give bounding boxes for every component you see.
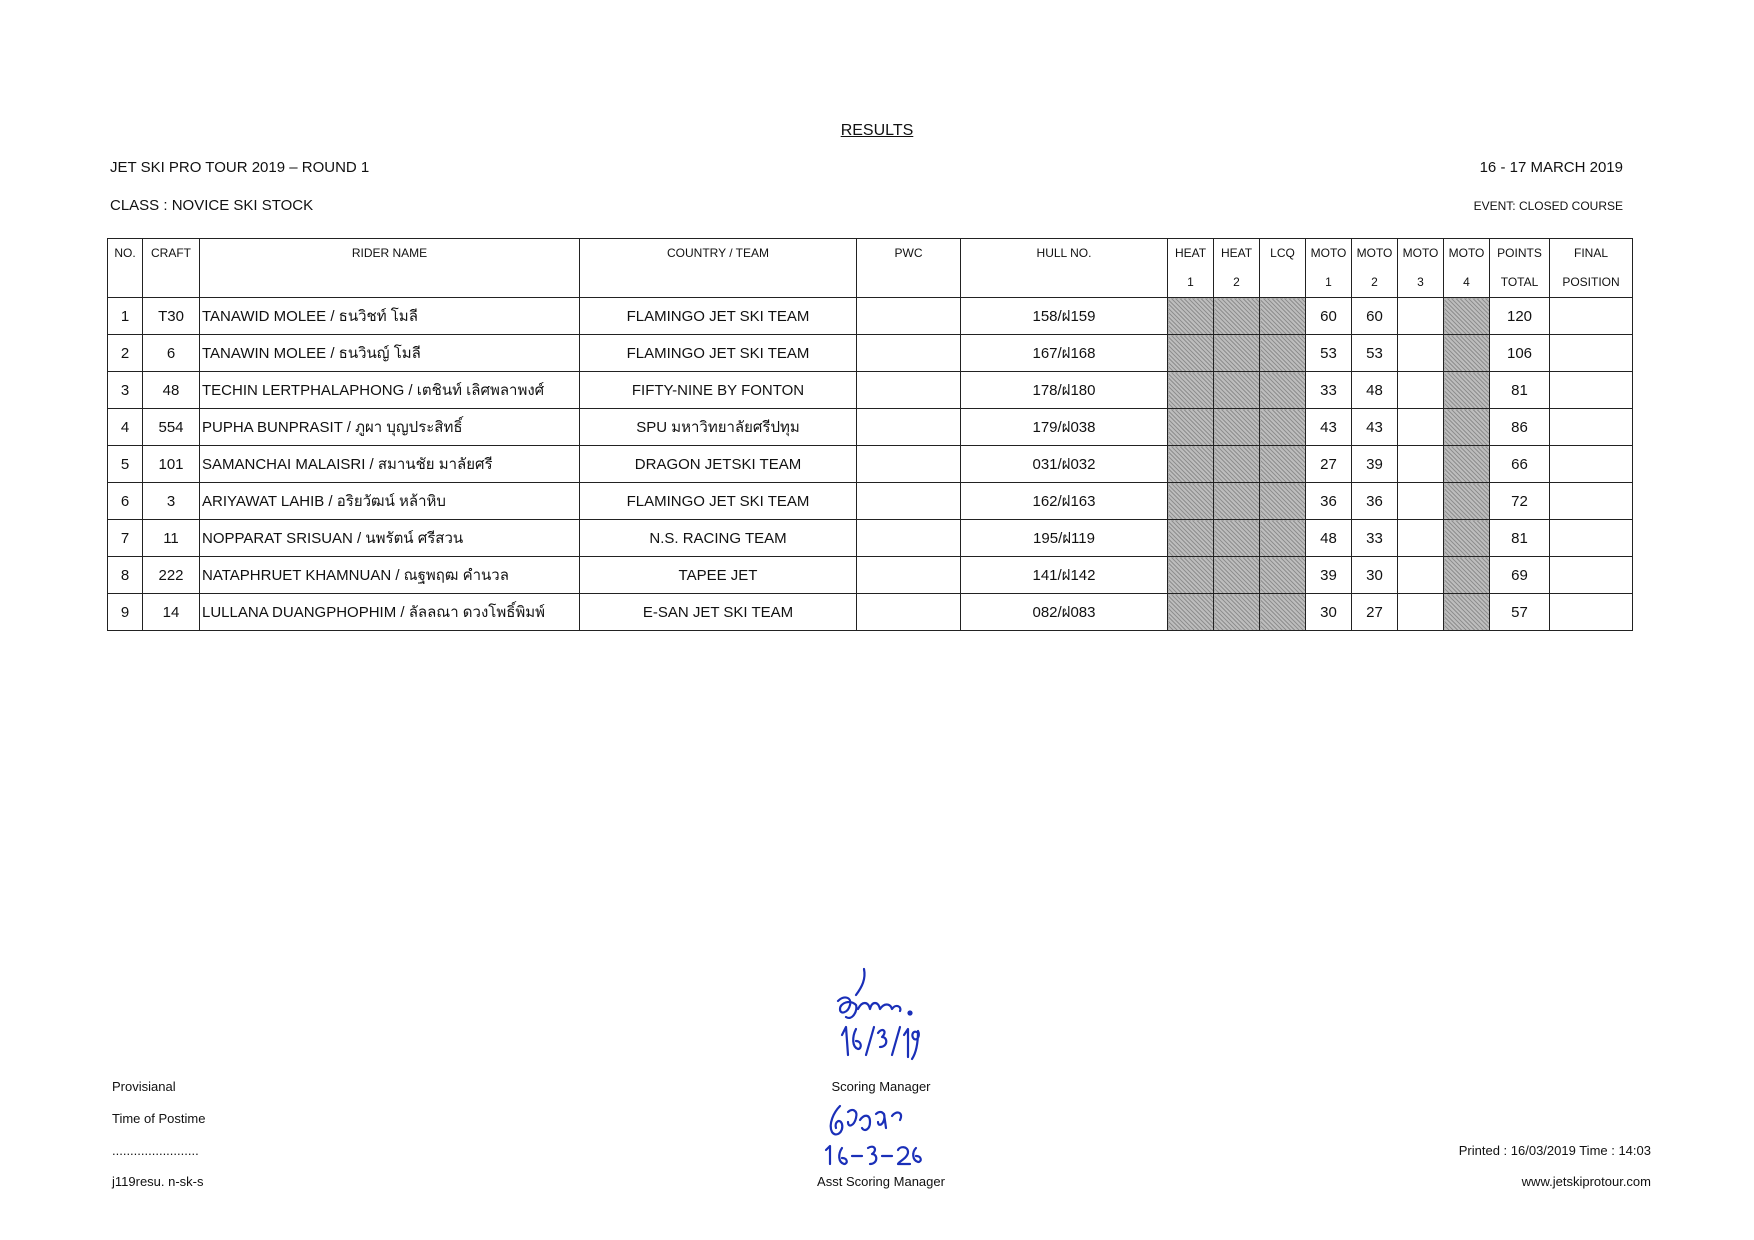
cell-heat-2 [1214,520,1260,557]
cell-pwc [857,409,961,446]
scoring-manager-label: Scoring Manager [831,1079,931,1094]
cell-country-team: E-SAN JET SKI TEAM [580,594,857,631]
cell-pwc [857,557,961,594]
cell-hull-no: 178/ฝ180 [961,372,1168,409]
header-heat-2: HEAT 2 [1214,239,1260,298]
cell-moto-2: 36 [1352,483,1398,520]
cell-country-team: FLAMINGO JET SKI TEAM [580,335,857,372]
cell-heat-1 [1168,557,1214,594]
cell-craft: 6 [143,335,200,372]
cell-final-position [1550,298,1633,335]
cell-lcq [1260,520,1306,557]
time-of-posting-label: Time of Postime [112,1111,206,1126]
cell-heat-1 [1168,335,1214,372]
cell-no: 5 [108,446,143,483]
asst-scoring-manager-label: Asst Scoring Manager [817,1174,945,1189]
cell-heat-1 [1168,594,1214,631]
cell-final-position [1550,483,1633,520]
cell-lcq [1260,298,1306,335]
event-type: EVENT: CLOSED COURSE [1473,199,1623,213]
cell-final-position [1550,335,1633,372]
table-row [108,446,1633,483]
cell-pwc [857,520,961,557]
cell-moto-3 [1398,446,1444,483]
cell-craft: 222 [143,557,200,594]
cell-final-position [1550,446,1633,483]
cell-country-team: DRAGON JETSKI TEAM [580,446,857,483]
cell-no: 6 [108,483,143,520]
cell-final-position [1550,409,1633,446]
cell-heat-2 [1214,372,1260,409]
cell-pwc [857,483,961,520]
cell-heat-2 [1214,483,1260,520]
cell-moto-2: 30 [1352,557,1398,594]
header-final-position: FINAL POSITION [1550,239,1633,298]
cell-craft: 3 [143,483,200,520]
table-row [108,483,1633,520]
cell-heat-1 [1168,446,1214,483]
table-row [108,409,1633,446]
cell-points-total: 72 [1490,483,1550,520]
cell-moto-3 [1398,557,1444,594]
document-code: j119resu. n-sk-s [112,1174,204,1189]
cell-heat-2 [1214,409,1260,446]
provisional-label: Provisianal [112,1079,176,1094]
cell-moto-2: 48 [1352,372,1398,409]
cell-points-total: 106 [1490,335,1550,372]
cell-final-position [1550,372,1633,409]
cell-moto-2: 39 [1352,446,1398,483]
header-pwc: PWC [857,239,961,298]
cell-craft: 48 [143,372,200,409]
cell-moto-3 [1398,594,1444,631]
header-moto-2: MOTO 2 [1352,239,1398,298]
cell-moto-1: 27 [1306,446,1352,483]
cell-country-team: FLAMINGO JET SKI TEAM [580,298,857,335]
cell-points-total: 120 [1490,298,1550,335]
header-lcq: LCQ [1260,239,1306,298]
header-row [108,239,1633,298]
event-date: 16 - 17 MARCH 2019 [1479,159,1623,176]
cell-moto-3 [1398,409,1444,446]
header-craft: CRAFT [143,239,200,298]
cell-pwc [857,372,961,409]
cell-rider-name: NATAPHRUET KHAMNUAN / ณฐพฤฒ คำนวล [200,557,580,594]
header-no: NO. [108,239,143,298]
cell-pwc [857,594,961,631]
cell-moto-1: 60 [1306,298,1352,335]
cell-heat-1 [1168,409,1214,446]
cell-country-team: TAPEE JET [580,557,857,594]
header-heat-1: HEAT 1 [1168,239,1214,298]
cell-moto-4 [1444,372,1490,409]
cell-points-total: 66 [1490,446,1550,483]
cell-rider-name: TANAWIN MOLEE / ธนวินญ์ โมลี [200,335,580,372]
header-points-total: POINTS TOTAL [1490,239,1550,298]
event-name: JET SKI PRO TOUR 2019 – ROUND 1 [110,159,370,176]
header-country-team: COUNTRY / TEAM [580,239,857,298]
results-table [107,238,1633,631]
cell-rider-name: TECHIN LERTPHALAPHONG / เตชินท์ เลิศพลาพงศ์ [200,372,580,409]
scoring-manager-signature [822,965,932,1075]
website-link[interactable]: www.jetskiprotour.com [1521,1174,1651,1189]
cell-craft: T30 [143,298,200,335]
cell-rider-name: NOPPARAT SRISUAN / นพรัตน์ ศรีสวน [200,520,580,557]
cell-moto-3 [1398,335,1444,372]
cell-pwc [857,446,961,483]
cell-pwc [857,335,961,372]
cell-moto-3 [1398,372,1444,409]
cell-points-total: 81 [1490,372,1550,409]
header-moto-4: MOTO 4 [1444,239,1490,298]
cell-moto-4 [1444,483,1490,520]
cell-moto-4 [1444,298,1490,335]
cell-no: 3 [108,372,143,409]
cell-hull-no: 195/ฝ119 [961,520,1168,557]
cell-heat-2 [1214,594,1260,631]
time-of-posting-value: ........................ [112,1143,199,1158]
asst-scoring-manager-signature [820,1102,930,1172]
cell-rider-name: ARIYAWAT LAHIB / อริยวัฒน์ หล้าหิบ [200,483,580,520]
cell-no: 1 [108,298,143,335]
cell-pwc [857,298,961,335]
cell-hull-no: 162/ฝ163 [961,483,1168,520]
cell-heat-2 [1214,335,1260,372]
cell-hull-no: 179/ฝ038 [961,409,1168,446]
cell-moto-2: 33 [1352,520,1398,557]
cell-moto-2: 43 [1352,409,1398,446]
cell-heat-2 [1214,557,1260,594]
cell-final-position [1550,594,1633,631]
cell-country-team: N.S. RACING TEAM [580,520,857,557]
cell-heat-1 [1168,372,1214,409]
cell-points-total: 86 [1490,409,1550,446]
cell-lcq [1260,409,1306,446]
cell-heat-2 [1214,446,1260,483]
cell-moto-3 [1398,298,1444,335]
cell-craft: 554 [143,409,200,446]
cell-moto-2: 27 [1352,594,1398,631]
cell-moto-1: 48 [1306,520,1352,557]
cell-moto-1: 39 [1306,557,1352,594]
header-hull-no: HULL NO. [961,239,1168,298]
cell-moto-2: 60 [1352,298,1398,335]
table-row [108,594,1633,631]
cell-points-total: 81 [1490,520,1550,557]
cell-hull-no: 031/ฝ032 [961,446,1168,483]
cell-no: 8 [108,557,143,594]
table-row [108,372,1633,409]
cell-country-team: FIFTY-NINE BY FONTON [580,372,857,409]
cell-rider-name: SAMANCHAI MALAISRI / สมานชัย มาลัยศรี [200,446,580,483]
cell-moto-4 [1444,409,1490,446]
cell-heat-2 [1214,298,1260,335]
cell-craft: 14 [143,594,200,631]
cell-hull-no: 158/ฝ159 [961,298,1168,335]
cell-moto-1: 30 [1306,594,1352,631]
cell-points-total: 57 [1490,594,1550,631]
header-rider-name: RIDER NAME [200,239,580,298]
cell-moto-4 [1444,335,1490,372]
cell-lcq [1260,483,1306,520]
cell-hull-no: 141/ฝ142 [961,557,1168,594]
cell-moto-1: 33 [1306,372,1352,409]
cell-no: 2 [108,335,143,372]
cell-heat-1 [1168,520,1214,557]
table-row [108,298,1633,335]
cell-heat-1 [1168,298,1214,335]
cell-lcq [1260,335,1306,372]
cell-no: 4 [108,409,143,446]
table-row [108,335,1633,372]
cell-lcq [1260,372,1306,409]
cell-points-total: 69 [1490,557,1550,594]
cell-final-position [1550,557,1633,594]
cell-rider-name: LULLANA DUANGPHOPHIM / ลัลลณา ดวงโพธิ์พิมพ์ [200,594,580,631]
cell-country-team: SPU มหาวิทยาลัยศรีปทุม [580,409,857,446]
page-title: RESULTS [840,122,914,139]
cell-rider-name: PUPHA BUNPRASIT / ภูผา บุญประสิทธิ์ [200,409,580,446]
cell-no: 7 [108,520,143,557]
cell-country-team: FLAMINGO JET SKI TEAM [580,483,857,520]
cell-moto-4 [1444,557,1490,594]
cell-moto-4 [1444,446,1490,483]
cell-craft: 101 [143,446,200,483]
cell-final-position [1550,520,1633,557]
cell-hull-no: 082/ฝ083 [961,594,1168,631]
cell-craft: 11 [143,520,200,557]
cell-hull-no: 167/ฝ168 [961,335,1168,372]
table-row [108,520,1633,557]
class-name: CLASS : NOVICE SKI STOCK [110,197,314,214]
cell-moto-4 [1444,594,1490,631]
cell-no: 9 [108,594,143,631]
cell-moto-2: 53 [1352,335,1398,372]
cell-rider-name: TANAWID MOLEE / ธนวิชท์ โมลี [200,298,580,335]
table-row [108,557,1633,594]
printed-timestamp: Printed : 16/03/2019 Time : 14:03 [1458,1143,1651,1158]
header-moto-1: MOTO 1 [1306,239,1352,298]
cell-moto-1: 53 [1306,335,1352,372]
header-moto-3: MOTO 3 [1398,239,1444,298]
cell-lcq [1260,446,1306,483]
cell-moto-3 [1398,483,1444,520]
cell-lcq [1260,594,1306,631]
cell-moto-4 [1444,520,1490,557]
cell-moto-1: 43 [1306,409,1352,446]
cell-moto-3 [1398,520,1444,557]
cell-heat-1 [1168,483,1214,520]
cell-moto-1: 36 [1306,483,1352,520]
cell-lcq [1260,557,1306,594]
